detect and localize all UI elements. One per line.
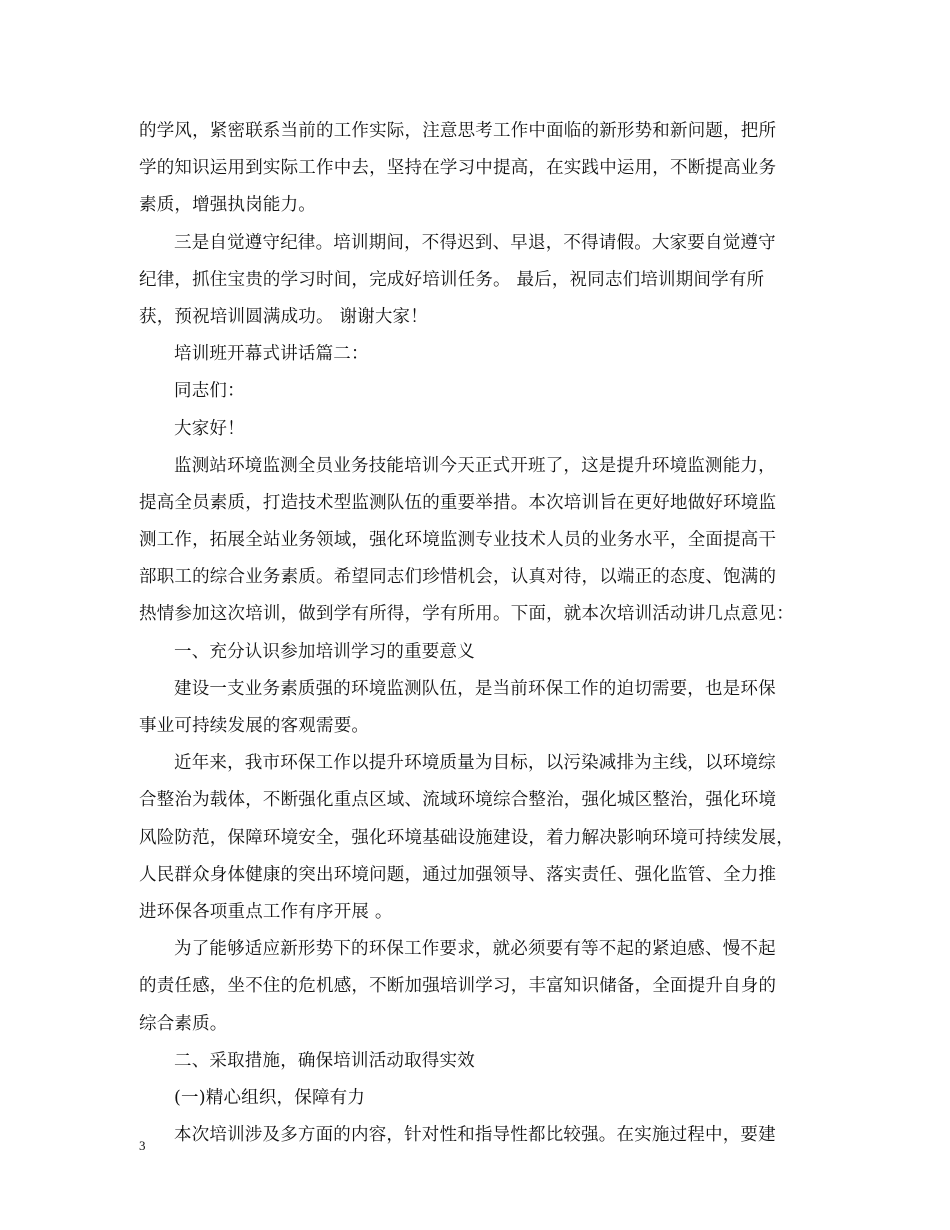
text-line: 纪律，抓住宝贵的学习时间，完成好培训任务。 最后，祝同志们培训期间学有所 <box>139 269 765 290</box>
text-line: 近年来，我市环保工作以提升环境质量为目标，以污染减排为主线，以环境综 <box>174 753 776 774</box>
text-line: 部职工的综合业务素质。希望同志们珍惜机会，认真对待，以端正的态度、饱满的 <box>139 567 777 588</box>
text-line: 三是自觉遵守纪律。培训期间，不得迟到、早退，不得请假。大家要自觉遵守 <box>174 232 776 253</box>
text-line: 监测站环境监测全员业务技能培训今天正式开班了，这是提升环境监测能力， <box>174 455 776 476</box>
text-line: 学的知识运用到实际工作中去，坚持在学习中提高，在实践中运用，不断提高业务 <box>139 158 777 179</box>
greeting: 大家好！ <box>174 418 245 439</box>
text-line: 综合素质。 <box>139 1013 228 1034</box>
text-line: 的责任感，坐不住的危机感，不断加强培训学习，丰富知识储备，全面提升自身的 <box>139 976 777 997</box>
text-line: 提高全员素质，打造技术型监测队伍的重要举措。本次培训旨在更好地做好环境监 <box>139 492 777 513</box>
salutation: 同志们： <box>174 381 245 402</box>
text-line: 进环保各项重点工作有序开展 。 <box>139 901 393 922</box>
body-text <box>139 113 819 1154</box>
section-heading: 培训班开幕式讲话篇二： <box>174 344 369 365</box>
text-line: 热情参加这次培训，做到学有所得，学有所用。下面，就本次培训活动讲几点意见： <box>139 604 794 625</box>
text-line: 本次培训涉及多方面的内容，针对性和指导性都比较强。在实施过程中，要建 <box>174 1125 776 1146</box>
text-line: 测工作，拓展全站业务领域，强化环境监测专业技术人员的业务水平，全面提高干 <box>139 530 777 551</box>
text-line: 为了能够适应新形势下的环保工作要求，就必须要有等不起的紧迫感、慢不起 <box>174 939 776 960</box>
section-heading: 二、采取措施，确保培训活动取得实效 <box>174 1050 475 1071</box>
section-heading: 一、充分认识参加培训学习的重要意义 <box>174 641 475 662</box>
text-line: 合整治为载体，不断强化重点区域、流域环境综合整治，强化城区整治，强化环境 <box>139 790 777 811</box>
text-line: 风险防范，保障环境安全，强化环境基础设施建设，着力解决影响环境可持续发展， <box>139 827 794 848</box>
text-line: 事业可持续发展的客观需要。 <box>139 716 370 736</box>
text-line: 素质，增强执岗能力。 <box>139 195 316 216</box>
subsection-heading: (一)精心组织，保障有力 <box>174 1087 366 1108</box>
text-line: 获，预祝培训圆满成功。 谢谢大家！ <box>139 306 428 327</box>
page-number: 3 <box>139 1138 146 1153</box>
text-line: 人民群众身体健康的突出环境问题，通过加强领导、落实责任、强化监管、全力推 <box>139 864 777 885</box>
text-line: 的学风，紧密联系当前的工作实际，注意思考工作中面临的新形势和新问题，把所 <box>139 121 777 141</box>
text-line: 建设一支业务素质强的环境监测队伍，是当前环保工作的迫切需要，也是环保 <box>174 678 776 699</box>
